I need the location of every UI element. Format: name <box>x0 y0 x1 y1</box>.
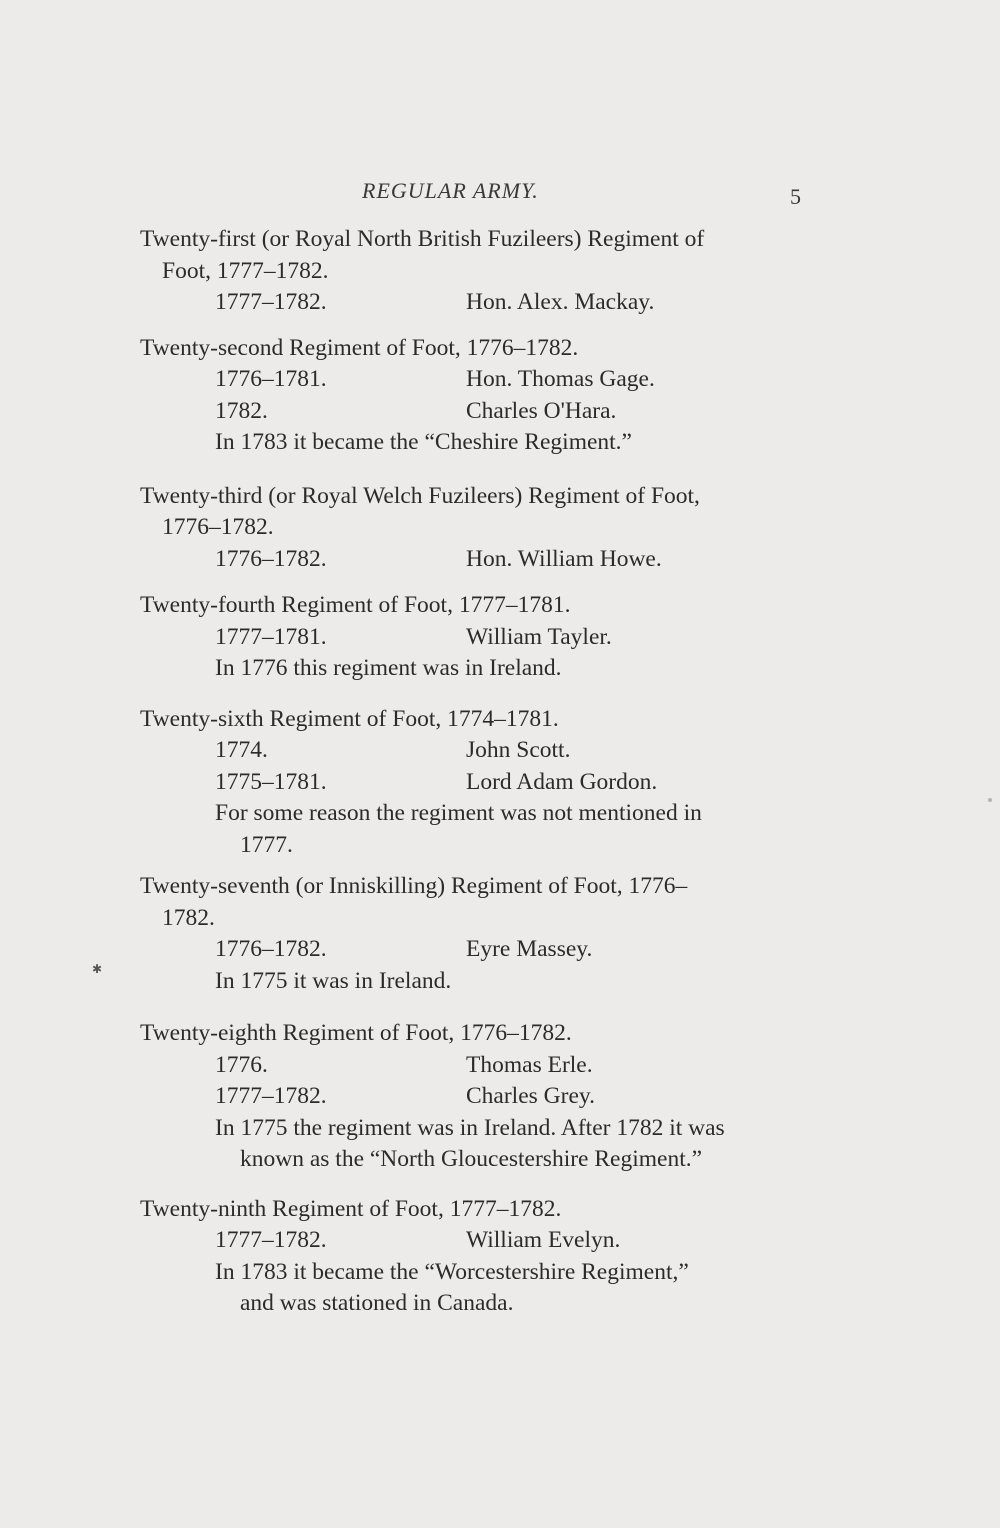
regiment-entry <box>140 1018 820 1176</box>
regiment-note-continued: and was stationed in Canada. <box>240 1290 514 1316</box>
regiment-heading-continued: 1782. <box>162 904 215 931</box>
colonel-name: William Evelyn. <box>466 1227 621 1253</box>
colonel-years: 1782. <box>215 397 268 424</box>
colonel-years: 1775–1781. <box>215 768 327 795</box>
colonel-years: 1777–1781. <box>215 623 327 650</box>
regiment-heading: Twenty-first (or Royal North British Fuzileers) Regiment of <box>140 226 705 252</box>
regiment-heading-continued: Foot, 1777–1782. <box>162 257 329 284</box>
colonel-name: William Tayler. <box>466 623 612 650</box>
colonel-name: Hon. William Howe. <box>466 545 662 572</box>
colonel-row <box>140 622 820 654</box>
colonel-name: Hon. Thomas Gage. <box>466 366 655 392</box>
regiment-note-continued: 1777. <box>240 831 293 858</box>
colonel-years: 1776–1782. <box>215 936 327 962</box>
running-title: REGULAR ARMY. <box>362 178 539 203</box>
regiment-entry <box>140 590 820 685</box>
colonel-name: Charles O'Hara. <box>466 397 617 424</box>
regiment-heading: Twenty-sixth Regiment of Foot, 1774–1781. <box>140 705 559 732</box>
regiment-note: In 1775 it was in Ireland. <box>215 967 452 994</box>
regiment-note: In 1783 it became the “Cheshire Regiment.” <box>215 429 632 455</box>
colonel-row <box>140 934 820 966</box>
colonel-years: 1776–1781. <box>215 366 327 392</box>
colonel-row <box>140 544 820 576</box>
regiment-entry <box>140 481 820 576</box>
colonel-years: 1777–1782. <box>215 289 327 315</box>
regiment-list <box>140 224 820 1320</box>
colonel-years: 1777–1782. <box>215 1227 327 1253</box>
colonel-row <box>140 767 820 799</box>
colonel-years: 1776. <box>215 1051 268 1078</box>
paper-blemish <box>988 798 992 802</box>
regiment-heading: Twenty-eighth Regiment of Foot, 1776–1782. <box>140 1020 572 1046</box>
colonel-years: 1777–1782. <box>215 1083 327 1109</box>
colonel-row <box>140 1081 820 1113</box>
regiment-entry <box>140 704 820 862</box>
colonel-years: 1776–1782. <box>215 545 327 572</box>
regiment-note-continued: known as the “North Gloucestershire Regiment.” <box>240 1146 703 1172</box>
colonel-name: Eyre Massey. <box>466 936 593 962</box>
colonel-row <box>140 396 820 428</box>
regiment-entry <box>140 333 820 459</box>
regiment-note: In 1775 the regiment was in Ireland. After 1782 it was <box>215 1114 725 1141</box>
page-number: 5 <box>790 184 801 209</box>
regiment-heading-continued: 1776–1782. <box>162 514 274 540</box>
regiment-note: In 1783 it became the “Worcestershire Regiment,” <box>215 1258 689 1285</box>
colonel-row <box>140 1225 820 1257</box>
running-head <box>0 178 1000 212</box>
colonel-row <box>140 287 820 319</box>
regiment-entry <box>140 1194 820 1320</box>
colonel-name: Hon. Alex. Mackay. <box>466 289 655 315</box>
ink-speck: ✱ <box>92 962 103 976</box>
regiment-heading: Twenty-fourth Regiment of Foot, 1777–1781. <box>140 592 571 618</box>
regiment-entry <box>140 871 820 997</box>
colonel-name: Lord Adam Gordon. <box>466 768 658 795</box>
colonel-name: John Scott. <box>466 737 571 763</box>
colonel-name: Thomas Erle. <box>466 1051 593 1078</box>
regiment-heading: Twenty-ninth Regiment of Foot, 1777–1782. <box>140 1195 562 1222</box>
regiment-note: In 1776 this regiment was in Ireland. <box>215 655 562 681</box>
colonel-row <box>140 364 820 396</box>
colonel-row <box>140 1050 820 1082</box>
colonel-row <box>140 735 820 767</box>
regiment-heading: Twenty-second Regiment of Foot, 1776–1782. <box>140 334 579 361</box>
colonel-years: 1774. <box>215 737 268 763</box>
colonel-name: Charles Grey. <box>466 1083 595 1109</box>
regiment-entry <box>140 224 820 319</box>
regiment-heading: Twenty-third (or Royal Welch Fuzileers) Regiment of Foot, <box>140 482 700 509</box>
regiment-heading: Twenty-seventh (or Inniskilling) Regiment of Foot, 1776– <box>140 873 688 899</box>
regiment-note: For some reason the regiment was not mentioned in <box>215 800 702 826</box>
